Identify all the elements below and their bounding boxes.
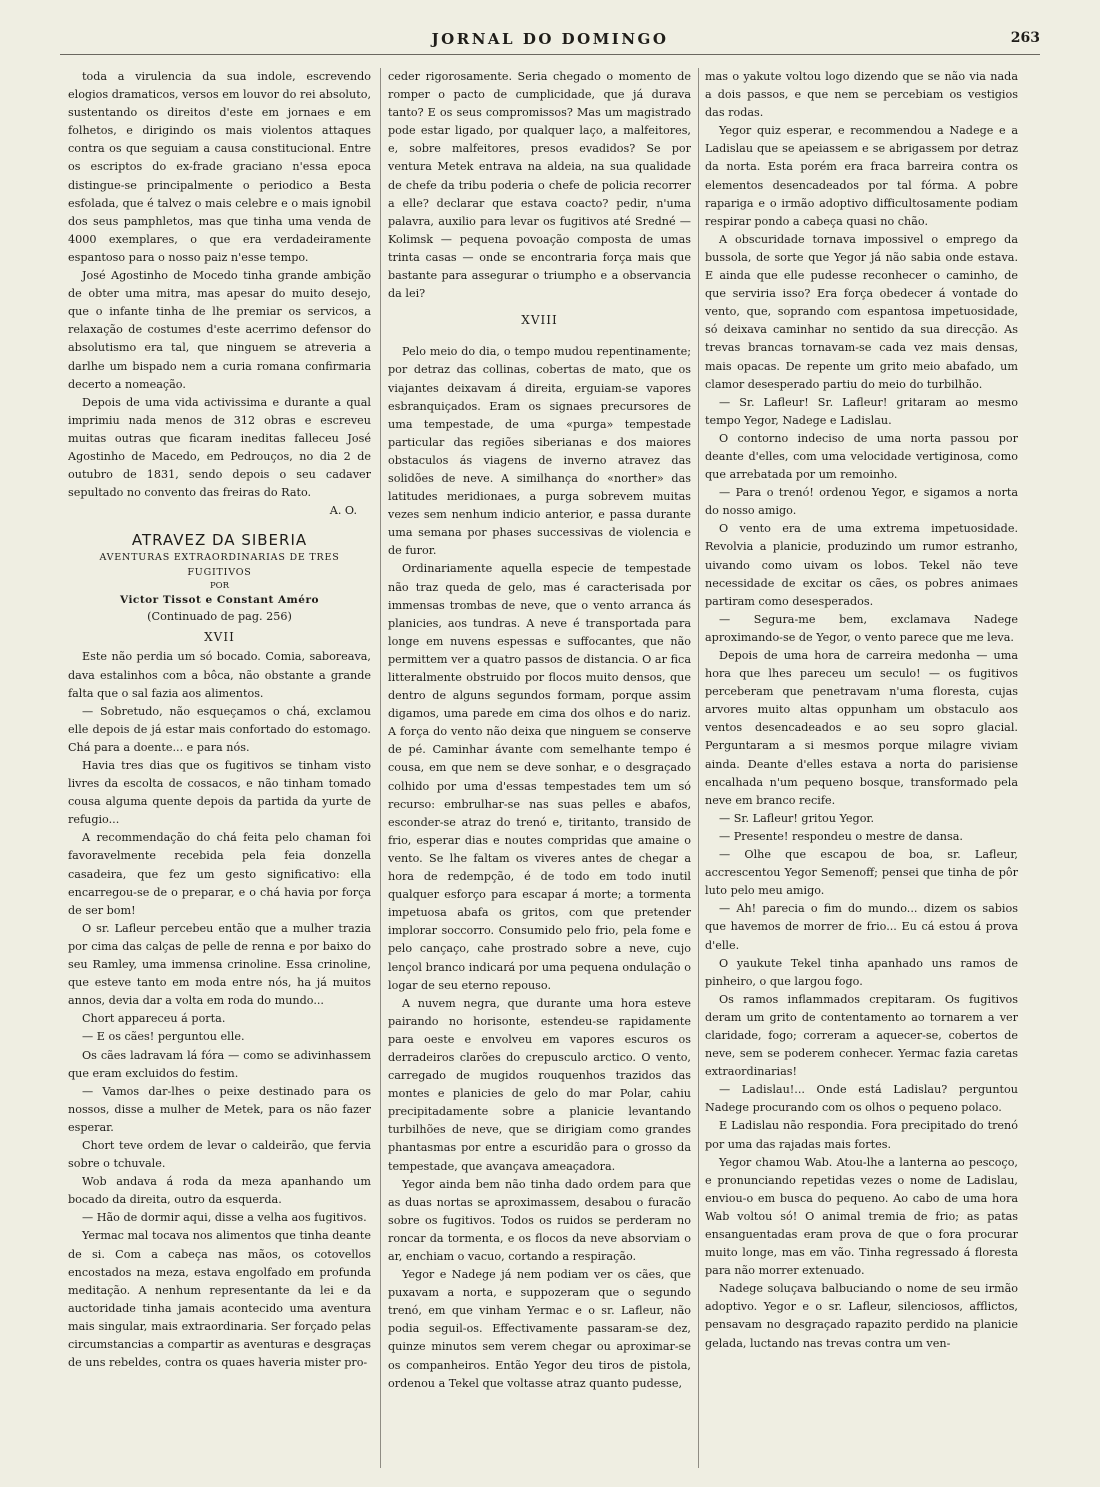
newspaper-title: JORNAL DO DOMINGO xyxy=(431,30,669,48)
paragraph: Os cães ladravam lá fóra — como se adivinhassem que eram excluidos do festim. xyxy=(68,1048,371,1080)
column-1 xyxy=(68,68,371,1468)
paragraph: José Agostinho de Mocedo tinha grande ambição de obter uma mitra, mas apesar do muito desejo, que o infante tinha de lhe premiar os servicos, a relaxação de costumes d'este acerrimo defensor do absolutismo era tal, que ninguem se atreveria a darlhe um bispado nem a curia romana confirmaria decerto a nomeação. xyxy=(68,269,371,391)
paragraph: — Ah! parecia o fim do mundo... dizem os sabios que havemos de morrer de frio... Eu cá estou á prova d'elle. xyxy=(705,902,1018,952)
paragraph: A nuvem negra, que durante uma hora esteve pairando no horisonte, estendeu-se rapidamente para oeste e envolveu em vapores escuros os derradeiros clarões do crepusculo arctico. O vento, carregado de mugidos rouquenhos trazidos das montes e planicies de gelo do mar Polar, cahiu precipitadamente sobre a planicie levantando turbilhões de neve, que se dirigiam como grandes phantasmas por entre a escuridão para o grosso da tempestade, que avançava ameaçadora. xyxy=(388,996,691,1173)
article-continued-note: (Continuado de pag. 256) xyxy=(147,610,292,624)
paragraph: Depois de uma hora de carreira medonha — uma hora que lhes pareceu um seculo! — os fugitivos perceberam que penetravam n'uma floresta, cujas arvores muito altas oppunham um obstaculo aos ventos desencadeados e ao seu sopro glacial. Perguntaram a si mesmos porque milagre viviam ainda. Deante d'elles estava a norta do parisiense encalhada n'um pequeno bosque, transformado pela neve em branco recife. xyxy=(705,649,1018,807)
paragraph: Pelo meio do dia, o tempo mudou repentinamente; por detraz das collinas, cobertas de mato, que os viajantes deixavam á direita, erguiam-se vapores esbranquiçados. Eram os signaes precursores de uma tempestade, de uma «purga» tempestade particular das regiões siberianas e dos maiores obstaculos ás viagens de inverno atravez das solidões de neve. A similhança do «norther» das latitudes meridionaes, a purga sobrevem muitas vezes sem nenhum indicio anterior, e passa durante uma semana por phases successivas de violencia e de furor. xyxy=(388,345,691,558)
paragraph: A recommendação do chá feita pelo chaman foi favoravelmente recebida pela feia donzella casadeira, que fez um gesto significativo: ella encarregou-se de o preparar, e o chá havia por força de ser bom! xyxy=(68,831,371,917)
paragraph: Yegor ainda bem não tinha dado ordem para que as duas nortas se aproximassem, desabou o furacão sobre os fugitivos. Todos os ruidos se perderam no roncar da tormenta, e os flocos da neve absorviam o ar, enchiam o vacuo, cortando a respiração. xyxy=(388,1177,691,1263)
paragraph: Yermac mal tocava nos alimentos que tinha deante de si. Com a cabeça nas mãos, os cotovellos encostados na meza, estava engolfado em profunda meditação. A nenhum representante da lei e da auctoridade tinha jamais acontecido uma aventura mais singular, mais extraordinaria. Ser forçado pelas circumstancias a compartir as aventuras e desgraças de uns rebeldes, contra os quaes haveria mister pro- xyxy=(68,1229,371,1370)
paragraph: A obscuridade tornava impossivel o emprego da bussola, de sorte que Yegor já não sabia onde estava. E ainda que elle pudesse reconhecer o caminho, de que serviria isso? Era força obedecer á vontade do vento, que, soprando com espantosa impetuosidade, só deixava caminhar no sentido da sua direcção. As trevas brancas tornavam-se cada vez mais densas, mais opacas. De repente um grito meio abafado, um clamor desesperado partiu do meio do turbilhão. xyxy=(705,232,1018,391)
column-divider xyxy=(380,68,381,1468)
paragraph: mas o yakute voltou logo dizendo que se não via nada a dois passos, e que nem se percebiam os vestigios das rodas. xyxy=(705,70,1018,120)
paragraph: Havia tres dias que os fugitivos se tinham visto livres da escolta de cossacos, e não tinham tomado cousa alguma quente depois da partida da yurte de refugio... xyxy=(68,759,371,827)
paragraph: — Sr. Lafleur! gritou Yegor. xyxy=(719,811,875,825)
article-authors: Victor Tissot e Constant Améro xyxy=(119,594,320,607)
paragraph: — Segura-me bem, exclamava Nadege aproximando-se de Yegor, o vento parece que me leva. xyxy=(705,612,1018,644)
paragraph: Ordinariamente aquella especie de tempestade não traz queda de gelo, mas é caracterisada por immensas trombas de neve, que o vento arranca ás planicies, aos tundras. A neve é transportada para longe em nuvens espessas e suffocantes, que não permittem ver a quatro passos de distancia. O ar fica litteralmente obstruido por flocos muito densos, que dentro de alguns segundos formam, porque assim digamos, uma parede em cima dos olhos e do nariz. A força do vento não deixa que ninguem se conserve de pé. Caminhar ávante com semelhante tempo é cousa, em que nem se deve sonhar, e o desgraçado colhido por uma d'essas tempestades tem um só recurso: embrulhar-se nas suas pelles e abafos, esconder-se atraz do trenó e, tiritanto, transido de frio, esperar dias e noutes compridas que amaine o vento. Se lhe faltam os viveres antes de chegar a hora de redempção, é de todo em todo inutil qualquer esforço para escapar á morte; a tormenta impetuosa abafa os gritos, com que pretender implorar soccorro. Consumido pelo frio, pela fome e pelo cançaço, cahe prostrado sobre a neve, cujo lençol branco indicará por uma pequena ondulação o logar de seu eterno repouso. xyxy=(388,562,691,992)
article-by: POR xyxy=(209,581,230,592)
column-3 xyxy=(705,68,1018,1468)
paragraph: — Olhe que escapou de boa, sr. Lafleur, accrescentou Yegor Semenoff; pensei que tinha de pôr luto pelo meu amigo. xyxy=(705,848,1018,898)
column-2 xyxy=(388,68,691,1468)
paragraph: Chort teve ordem de levar o caldeirão, que fervia sobre o tchuvale. xyxy=(68,1138,371,1171)
paragraph: Yegor e Nadege já nem podiam ver os cães, que puxavam a norta, e suppozeram que o segundo trenó, em que vinham Yermac e o sr. Lafleur, não podia seguil-os. Effectivamente passaram-se dez, quinze minutos sem verem chegar ou aproximar-se os companheiros. Então Yegor deu tiros de pistola, ordenou a Tekel que voltasse atraz quanto pudesse, xyxy=(388,1268,691,1390)
page-number: 263 xyxy=(1010,30,1040,46)
paragraph: Os ramos inflammados crepitaram. Os fugitivos deram um grito de contentamento ao tornarem a ver claridade, fogo; correram a aquecer-se, cobertos de neve, sem se poderem conhecer. Yermac fazia caretas extraordinarias! xyxy=(705,992,1018,1079)
paragraph: — Ladislau!... Onde está Ladislau? perguntou Nadege procurando com os olhos o pequeno polaco. xyxy=(705,1083,1018,1115)
paragraph: Depois de uma vida activissima e durante a qual imprimiu nada menos de 312 obras e escreveu muitas outras que ficaram ineditas falleceu José Agostinho de Macedo, em Pedrouços, no dia 2 de outubro de 1831, sendo depois o seu cadaver sepultado no convento das freiras do Rato. xyxy=(68,395,371,500)
paragraph: — Sr. Lafleur! Sr. Lafleur! gritaram ao mesmo tempo Yegor, Nadege e Ladislau. xyxy=(705,395,1018,427)
paragraph: Chort appareceu á porta. xyxy=(82,1012,226,1026)
paragraph: — Para o trenó! ordenou Yegor, e sigamos a norta do nosso amigo. xyxy=(705,486,1018,518)
article-subtitle: AVENTURAS EXTRAORDINARIAS DE TRES FUGITIVOS xyxy=(99,552,340,579)
paragraph: ceder rigorosamente. Seria chegado o momento de romper o pacto de cumplicidade, que já durava tanto? E os seus compromissos? Mas um magistrado pode estar ligado, por qualquer laço, a malfeitores, e, sobre malfeitores, presos evadidos? Se por ventura Metek entrava na aldeia, na sua qualidade de chefe da tribu poderia o chefe de policia recorrer a elle? declarar que estava coacto? pedir, n'uma palavra, auxilio para levar os fugitivos até Sredné — Kolimsk — pequena povoação composta de umas trinta casas — onde se encontraria força mais que bastante para assegurar o triumpho e a observancia da lei? xyxy=(388,70,691,301)
author-signature: A. O. xyxy=(329,504,357,518)
paragraph: Yegor quiz esperar, e recommendou a Nadege e a Ladislau que se apeiassem e se abrigassem por detraz da norta. Esta porém era fraca barreira contra os elementos desencadeados por tal fórma. A pobre rapariga e o irmão adoptivo difficultosamente podiam respirar pondo a cabeça quasi no chão. xyxy=(705,124,1018,228)
paragraph: — Vamos dar-lhes o peixe destinado para os nossos, disse a mulher de Metek, para os não fazer esperar. xyxy=(68,1084,371,1134)
paragraph: Wob andava á roda da meza apanhando um bocado da direita, outro da esquerda. xyxy=(68,1175,371,1207)
paragraph: E Ladislau não respondia. Fora precipitado do trenó por uma das rajadas mais fortes. xyxy=(705,1119,1018,1151)
paragraph: — Presente! respondeu o mestre de dansa. xyxy=(719,829,963,843)
paragraph: — Sobretudo, não esqueçamos o chá, exclamou elle depois de já estar mais confortado do estomago. Chá para a doente... e para nós. xyxy=(68,704,371,754)
paragraph: O contorno indeciso de uma norta passou por deante d'elles, com uma velocidade vertiginosa, como que arrebatada por um remoinho. xyxy=(705,431,1018,482)
paragraph: — Hão de dormir aqui, disse a velha aos fugitivos. xyxy=(82,1211,367,1225)
paragraph: Nadege soluçava balbuciando o nome de seu irmão adoptivo. Yegor e o sr. Lafleur, silenciosos, afflictos, pensavam no desgraçado rapazito perdido na planicie gelada, luctando nas trevas contra um ven- xyxy=(705,1282,1018,1350)
paragraph: O yaukute Tekel tinha apanhado uns ramos de pinheiro, o que largou fogo. xyxy=(705,956,1018,988)
paragraph: Este não perdia um só bocado. Comia, saboreava, dava estalinhos com a bôca, não obstante a grande falta que o sal fazia aos alimentos. xyxy=(68,650,371,700)
article-title: ATRAVEZ DA SIBERIA xyxy=(131,531,308,550)
paragraph: O vento era de uma extrema impetuosidade. Revolvia a planicie, produzindo um rumor estranho, uivando como uivam os lobos. Tekel não teve necessidade de excitar os cães, os pobres animaes partiram como desesperados. xyxy=(705,522,1018,608)
paragraph: toda a virulencia da sua indole, escrevendo elogios dramaticos, versos em louvor do rei absoluto, sustentando os direitos d'este em jornaes e em folhetos, e dirigindo os mais violentos attaques contra os que seguiam a causa constitucional. Entre os escriptos do ex-frade graciano n'essa epoca distingue-se principalmente o periodico a Besta esfolada, que é talvez o mais celebre e o mais ignobil dos seus pamphletos, mas que tinha uma venda de 4000 exemplares, o que era verdadeiramente espantoso para o nosso paiz n'esse tempo. xyxy=(68,70,371,264)
chapter-heading: XVIII xyxy=(521,313,558,328)
page-header xyxy=(60,30,1040,55)
column-divider xyxy=(698,68,699,1468)
chapter-heading: XVII xyxy=(204,630,235,645)
paragraph: — E os cães! perguntou elle. xyxy=(82,1030,245,1044)
paragraph: Yegor chamou Wab. Atou-lhe a lanterna ao pescoço, e pronunciando repetidas vezes o nome de Ladislau, enviou-o em busca do pequeno. Ao cabo de uma hora Wab voltou só! O animal tremia de frio; as patas ensanguentadas eram prova de que o fora procurar muito longe, mas em vão. Tinha regressado á floresta para não morrer extenuado. xyxy=(705,1155,1018,1278)
paragraph: O sr. Lafleur percebeu então que a mulher trazia por cima das calças de pelle de renna e por baixo do seu Ramley, uma immensa crinoline. Essa crinoline, que esteve tanto em moda entre nós, ha já muitos annos, devia dar a volta em roda do mundo... xyxy=(68,921,371,1008)
